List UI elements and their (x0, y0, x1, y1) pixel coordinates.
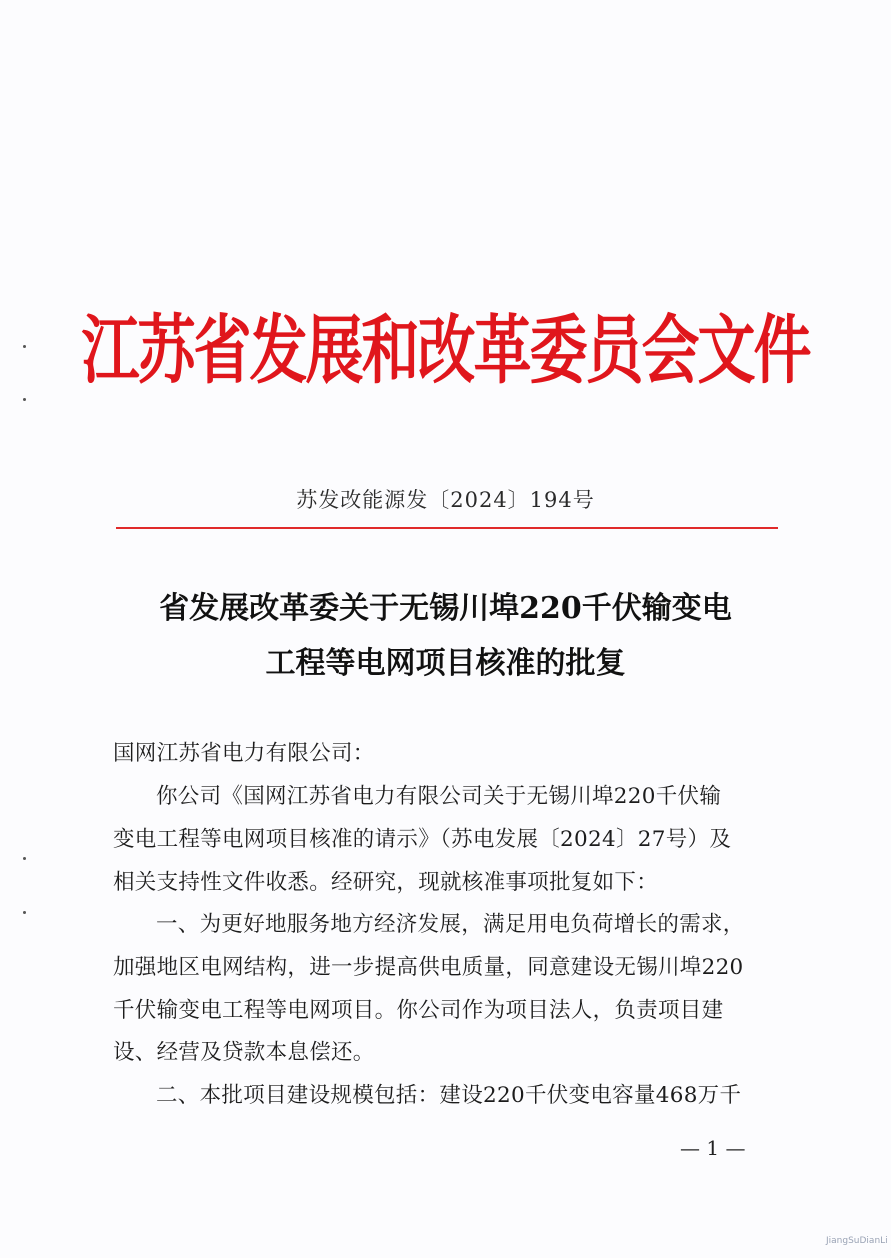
body-line: 千伏输变电工程等电网项目。你公司作为项目法人，负责项目建 (113, 998, 724, 1023)
body-line: 加强地区电网结构，进一步提高供电质量，同意建设无锡川埠220 (113, 955, 744, 980)
scan-mark (23, 857, 26, 860)
scan-mark (23, 398, 26, 401)
body-line: 一、为更好地服务地方经济发展，满足用电负荷增长的需求， (156, 912, 745, 937)
red-divider-line (116, 527, 778, 529)
watermark: JiangSuDianLi (826, 1236, 888, 1246)
body-line: 相关支持性文件收悉。经研究，现就核准事项批复如下： (113, 870, 659, 895)
body-line: 设、经营及贷款本息偿还。 (113, 1040, 375, 1065)
document-number: 苏发改能源发〔2024〕194号 (296, 488, 595, 512)
document-masthead: 江苏省发展和改革委员会文件 (81, 306, 810, 394)
document-title-line-1: 省发展改革委关于无锡川埠220千伏输变电 (159, 591, 732, 626)
body-line: 变电工程等电网项目核准的请示》（苏电发展〔2024〕27号）及 (113, 827, 732, 852)
page-number: — 1 — (680, 1136, 746, 1160)
scan-mark (23, 911, 26, 914)
salutation: 国网江苏省电力有限公司： (113, 741, 375, 766)
body-line: 二、本批项目建设规模包括：建设220千伏变电容量468万千 (156, 1083, 742, 1108)
body-line: 你公司《国网江苏省电力有限公司关于无锡川埠220千伏输 (156, 784, 722, 809)
document-title-line-2: 工程等电网项目核准的批复 (265, 646, 626, 681)
